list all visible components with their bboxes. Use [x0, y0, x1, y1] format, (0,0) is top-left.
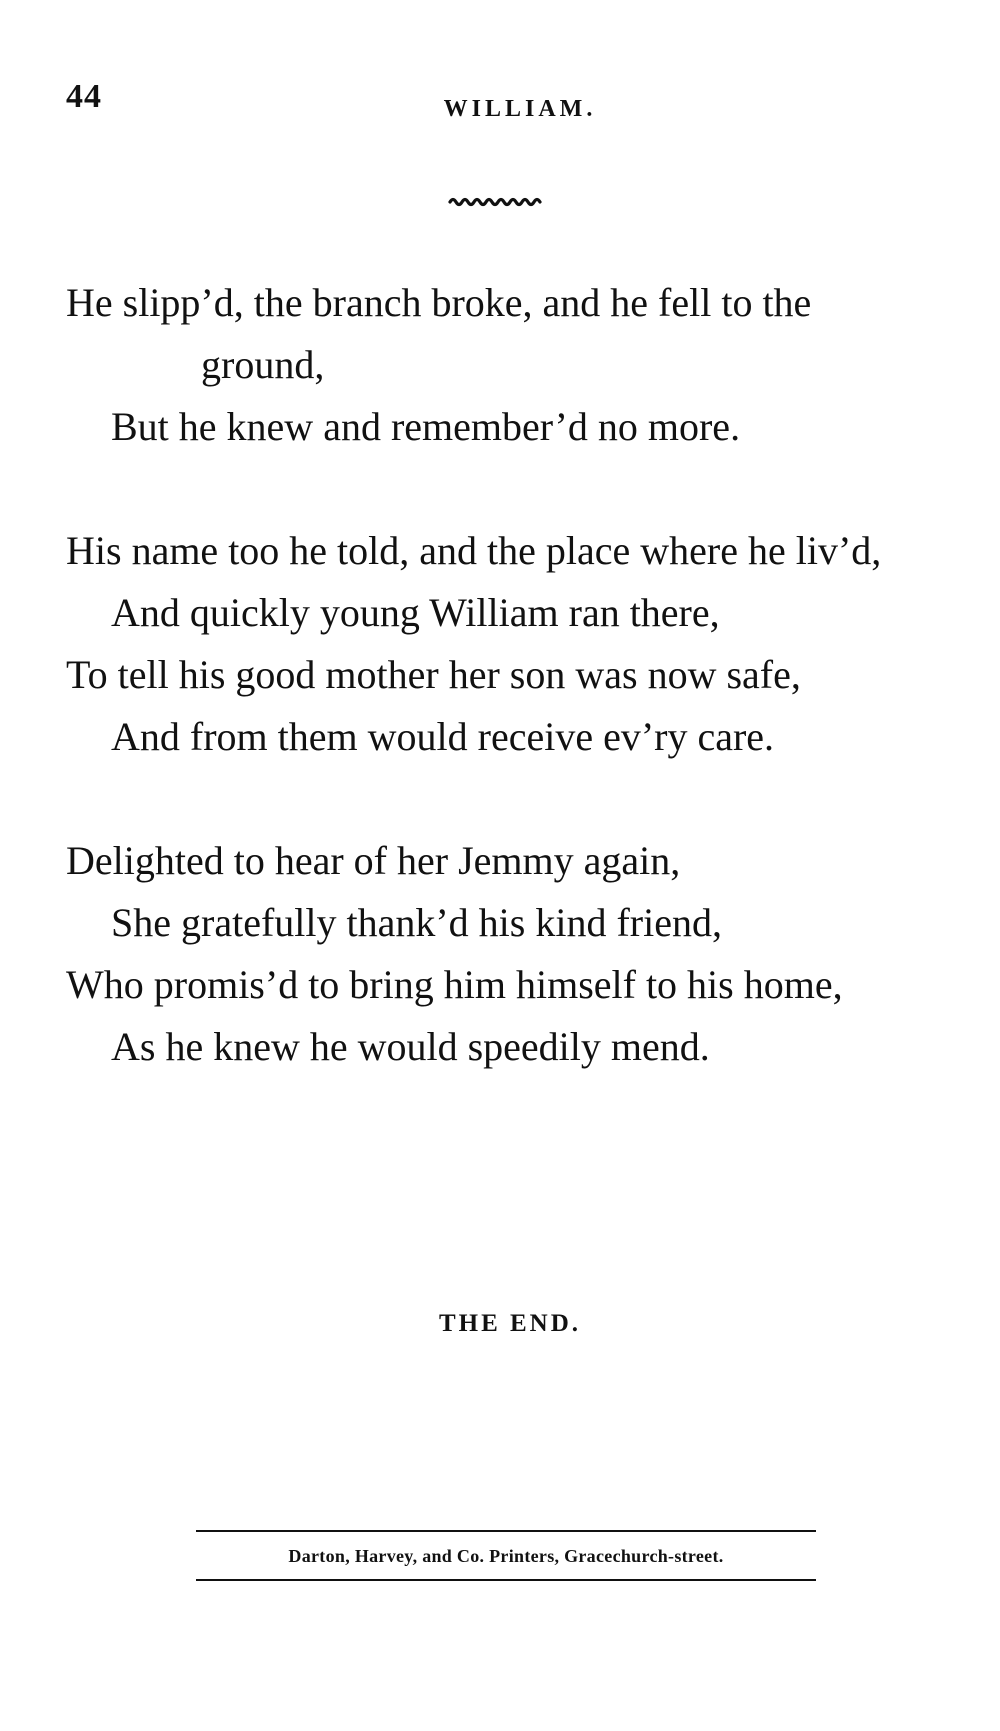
imprint-text: Darton, Harvey, and Co. Printers, Gracechurch-street.	[288, 1546, 724, 1566]
poem	[66, 272, 966, 1078]
stanza	[66, 830, 966, 1078]
poem-line: His name too he told, and the place where he liv’d,	[66, 528, 882, 573]
running-title: WILLIAM.	[443, 96, 597, 122]
poem-line: She gratefully thank’d his kind friend,	[111, 900, 722, 945]
poem-line: But he knew and remember’d no more.	[111, 404, 741, 449]
page-number: 44	[66, 78, 102, 115]
poem-line: He slipp’d, the branch broke, and he fell to the	[66, 280, 812, 325]
stanza	[66, 520, 966, 768]
printer-imprint	[196, 1530, 816, 1581]
poem-line: As he knew he would speedily mend.	[111, 1024, 710, 1069]
poem-line: To tell his good mother her son was now safe,	[66, 652, 801, 697]
poem-line: And quickly young William ran there,	[111, 590, 720, 635]
poem-line: And from them would receive ev’ry care.	[111, 714, 775, 759]
poem-line: Who promis’d to bring him himself to his home,	[66, 962, 843, 1007]
wavy-rule-ornament-icon	[448, 196, 544, 208]
the-end: THE END.	[438, 1310, 582, 1337]
imprint-bottom-rule	[196, 1579, 816, 1581]
poem-line: Delighted to hear of her Jemmy again,	[66, 838, 681, 883]
stanza	[66, 272, 966, 458]
poem-line-turnover: ground,	[201, 342, 325, 387]
